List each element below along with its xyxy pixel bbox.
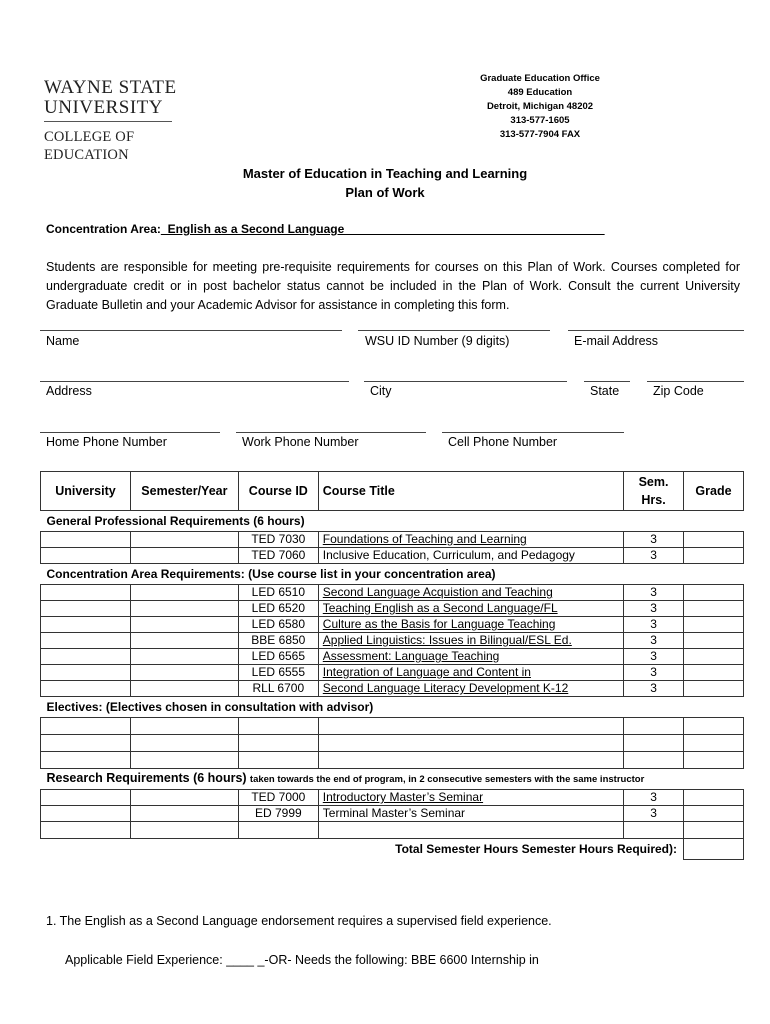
table-row	[41, 649, 744, 665]
page-title	[0, 164, 770, 202]
address-label: Address	[46, 384, 92, 398]
table-row	[41, 752, 744, 769]
work-phone-line[interactable]	[236, 432, 426, 433]
course-title-cell: Assessment: Language Teaching	[318, 649, 623, 665]
university-cell[interactable]	[41, 718, 131, 735]
name-line[interactable]	[40, 330, 342, 331]
sem-hrs-cell: 3	[624, 633, 684, 649]
course-id-cell: TED 7030	[238, 532, 318, 548]
course-title-cell[interactable]	[318, 718, 623, 735]
course-title-cell: Teaching English as a Second Language/FL	[318, 601, 623, 617]
research-note: taken towards the end of program, in 2 consecutive semesters with the same instructor	[249, 774, 645, 785]
grade-cell[interactable]	[684, 649, 744, 665]
semester-cell[interactable]	[130, 790, 238, 806]
grade-cell[interactable]	[684, 790, 744, 806]
home-phone-line[interactable]	[40, 432, 220, 433]
university-cell[interactable]	[41, 585, 131, 601]
semester-cell[interactable]	[130, 585, 238, 601]
semester-cell[interactable]	[130, 532, 238, 548]
office-phone: 313-577-1605	[510, 115, 570, 126]
table-row	[41, 617, 744, 633]
course-title-cell: Terminal Master’s Seminar	[318, 806, 623, 822]
grade-cell[interactable]	[684, 718, 744, 735]
course-title-cell[interactable]	[318, 735, 623, 752]
section-concentration-label: Concentration Area Requirements: (Use course list in your concentration area)	[46, 566, 496, 581]
header-university: University	[41, 472, 131, 511]
office-street: 489 Education	[507, 87, 573, 98]
cell-phone-label: Cell Phone Number	[448, 435, 558, 449]
course-id-cell: LED 6565	[238, 649, 318, 665]
logo-line-1: WAYNE STATE	[44, 77, 177, 98]
concentration-area	[46, 222, 605, 236]
university-cell[interactable]	[41, 649, 131, 665]
semester-cell[interactable]	[130, 806, 238, 822]
university-logo	[44, 78, 214, 164]
course-id-cell: TED 7060	[238, 548, 318, 564]
office-city: Detroit, Michigan 48202	[486, 101, 594, 112]
logo-divider	[44, 121, 172, 122]
name-label: Name	[46, 334, 80, 348]
grade-cell[interactable]	[684, 806, 744, 822]
sem-hrs-cell[interactable]	[624, 822, 684, 839]
course-id-cell[interactable]	[238, 735, 318, 752]
course-title-cell: Second Language Literacy Development K-12	[318, 681, 623, 697]
wsu-id-line[interactable]	[358, 330, 550, 331]
sem-hrs-cell: 3	[624, 790, 684, 806]
university-cell[interactable]	[41, 665, 131, 681]
sem-hrs-cell: 3	[624, 532, 684, 548]
university-cell[interactable]	[41, 790, 131, 806]
university-cell[interactable]	[41, 548, 131, 564]
semester-cell[interactable]	[130, 681, 238, 697]
university-cell[interactable]	[41, 681, 131, 697]
grade-cell[interactable]	[684, 752, 744, 769]
university-cell[interactable]	[41, 806, 131, 822]
semester-cell[interactable]	[130, 649, 238, 665]
section-research	[41, 769, 744, 790]
title-line-1: Master of Education in Teaching and Learning	[242, 166, 528, 181]
grade-cell[interactable]	[684, 617, 744, 633]
university-cell[interactable]	[41, 822, 131, 839]
course-id-cell: BBE 6850	[238, 633, 318, 649]
sem-hrs-cell: 3	[624, 617, 684, 633]
grade-cell[interactable]	[684, 681, 744, 697]
grade-cell[interactable]	[684, 532, 744, 548]
course-title-cell: Inclusive Education, Curriculum, and Pedagogy	[318, 548, 623, 564]
header-grade: Grade	[684, 472, 744, 511]
office-name: Graduate Education Office	[480, 73, 600, 84]
logo-line-2: UNIVERSITY	[44, 97, 163, 118]
wsu-id-label: WSU ID Number (9 digits)	[365, 334, 510, 348]
section-research-label	[41, 769, 744, 790]
intro-paragraph: Students are responsible for meeting pre-requisite requirements for courses on this Plan of Work. Courses completed for undergraduate credit or in post bachelor status cannot be included in the Plan of Work. Consult the current University Graduate Bulletin and your Academic Advisor for assistance in completing this form.	[46, 260, 740, 312]
semester-cell[interactable]	[130, 617, 238, 633]
sem-hrs-cell[interactable]	[624, 735, 684, 752]
zip-label: Zip Code	[653, 384, 704, 398]
section-general	[41, 511, 744, 532]
table-row	[41, 790, 744, 806]
semester-cell[interactable]	[130, 601, 238, 617]
table-row	[41, 806, 744, 822]
table-header-row	[41, 472, 744, 511]
table-row	[41, 665, 744, 681]
total-row	[41, 839, 744, 860]
total-label: Total Semester Hours Semester Hours Required):	[395, 841, 677, 856]
total-hours-cell[interactable]	[684, 839, 744, 860]
work-phone-label: Work Phone Number	[242, 435, 359, 449]
course-id-cell: LED 6510	[238, 585, 318, 601]
course-title-cell: Culture as the Basis for Language Teaching	[318, 617, 623, 633]
address-line[interactable]	[40, 381, 349, 382]
course-title-cell: Foundations of Teaching and Learning	[318, 532, 623, 548]
section-electives-label: Electives: (Electives chosen in consultation with advisor)	[46, 699, 374, 714]
university-cell[interactable]	[41, 617, 131, 633]
sem-hrs-cell: 3	[624, 806, 684, 822]
header-course-title: Course Title	[318, 472, 623, 511]
grade-cell[interactable]	[684, 601, 744, 617]
grade-cell[interactable]	[684, 735, 744, 752]
table-row	[41, 822, 744, 839]
city-label: City	[370, 384, 392, 398]
home-phone-label: Home Phone Number	[46, 435, 167, 449]
office-address	[440, 72, 640, 142]
semester-cell[interactable]	[130, 735, 238, 752]
plan-of-work-table	[40, 471, 744, 860]
semester-cell[interactable]	[130, 822, 238, 839]
course-id-cell: LED 6555	[238, 665, 318, 681]
university-cell[interactable]	[41, 735, 131, 752]
state-line[interactable]	[584, 381, 630, 382]
table-row	[41, 681, 744, 697]
table-row	[41, 601, 744, 617]
header-semester: Semester/Year	[130, 472, 238, 511]
note-2: Applicable Field Experience: ____ _-OR- Needs the following: BBE 6600 Internship in	[65, 953, 539, 967]
grade-cell[interactable]	[684, 822, 744, 839]
university-cell[interactable]	[41, 752, 131, 769]
sem-hrs-cell: 3	[624, 585, 684, 601]
table-row	[41, 718, 744, 735]
header-sem-hrs: Sem. Hrs.	[624, 472, 684, 511]
sem-hrs-cell[interactable]	[624, 718, 684, 735]
course-title-cell: Second Language Acquistion and Teaching	[318, 585, 623, 601]
course-title-cell: Introductory Master’s Seminar	[318, 790, 623, 806]
semester-cell[interactable]	[130, 752, 238, 769]
sem-hrs-cell: 3	[624, 601, 684, 617]
grade-cell[interactable]	[684, 665, 744, 681]
course-id-cell: ED 7999	[238, 806, 318, 822]
course-title-cell[interactable]	[318, 822, 623, 839]
course-id-cell: TED 7000	[238, 790, 318, 806]
state-label: State	[590, 384, 620, 398]
semester-cell[interactable]	[130, 718, 238, 735]
university-cell[interactable]	[41, 601, 131, 617]
office-fax: 313-577-7904 FAX	[499, 129, 581, 140]
university-cell[interactable]	[41, 633, 131, 649]
course-id-cell: LED 6580	[238, 617, 318, 633]
semester-cell[interactable]	[130, 633, 238, 649]
cell-phone-line[interactable]	[442, 432, 624, 433]
semester-cell[interactable]	[130, 665, 238, 681]
course-id-cell[interactable]	[238, 718, 318, 735]
table-row	[41, 735, 744, 752]
title-line-2: Plan of Work	[345, 185, 425, 200]
section-electives	[41, 697, 744, 718]
grade-cell[interactable]	[684, 548, 744, 564]
table-row	[41, 548, 744, 564]
header-course-id: Course ID	[238, 472, 318, 511]
course-id-cell: RLL 6700	[238, 681, 318, 697]
sem-hrs-cell: 3	[624, 548, 684, 564]
table-row	[41, 532, 744, 548]
city-line[interactable]	[364, 381, 567, 382]
course-title-cell[interactable]	[318, 752, 623, 769]
section-concentration	[41, 564, 744, 585]
sem-hrs-cell[interactable]	[624, 752, 684, 769]
course-id-cell: LED 6520	[238, 601, 318, 617]
email-line[interactable]	[568, 330, 744, 331]
concentration-label: Concentration Area:	[46, 222, 161, 236]
research-title: Research Requirements (6 hours)	[46, 771, 247, 785]
university-cell[interactable]	[41, 532, 131, 548]
course-title-cell: Applied Linguistics: Issues in Bilingual/ESL Ed.	[318, 633, 623, 649]
sem-hrs-cell: 3	[624, 681, 684, 697]
course-title-cell: Integration of Language and Content in	[318, 665, 623, 681]
zip-line[interactable]	[647, 381, 744, 382]
grade-cell[interactable]	[684, 585, 744, 601]
email-label: E-mail Address	[574, 334, 659, 348]
semester-cell[interactable]	[130, 548, 238, 564]
sem-hrs-cell: 3	[624, 665, 684, 681]
logo-line-3: COLLEGE OF EDUCATION	[44, 129, 135, 163]
table-row	[41, 585, 744, 601]
grade-cell[interactable]	[684, 633, 744, 649]
table-row	[41, 633, 744, 649]
note-1: 1. The English as a Second Language endorsement requires a supervised field experience.	[46, 914, 552, 928]
sem-hrs-cell: 3	[624, 649, 684, 665]
concentration-value[interactable]: _English as a Second Language_______________________________________	[160, 222, 605, 236]
course-id-cell[interactable]	[238, 822, 318, 839]
course-id-cell[interactable]	[238, 752, 318, 769]
section-general-label: General Professional Requirements (6 hours)	[46, 513, 305, 528]
